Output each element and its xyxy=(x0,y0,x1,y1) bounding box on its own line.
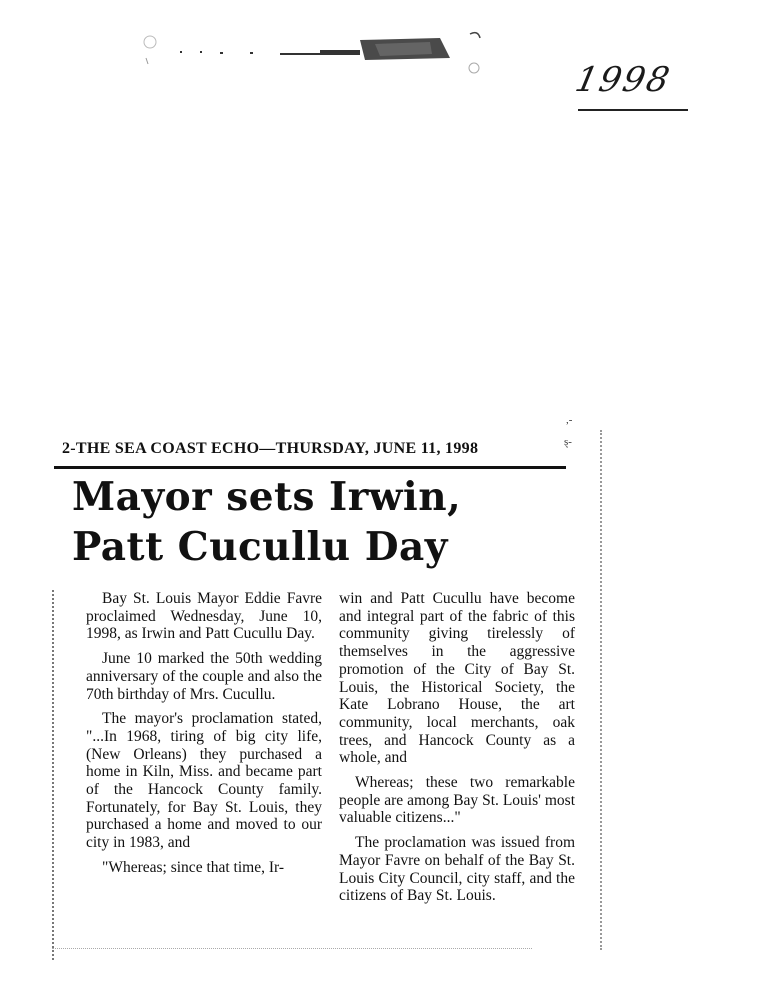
scan-smudge-mark xyxy=(140,28,500,78)
masthead-rule xyxy=(54,466,566,469)
clipping-bottom-edge xyxy=(52,948,532,951)
article-paragraph: win and Patt Cucullu have become and integral part of the fabric of this community giving tirelessly of themselves in the aggressive promotion of the City of Bay St. Louis, the Historical Society, the Kate Lobrano House, the art community, local merchants, oak trees, and Hancock County as a whole, and xyxy=(339,590,575,767)
article-paragraph: "Whereas; since that time, Ir- xyxy=(102,858,285,876)
article-paragraph: The proclamation was issued from Mayor Favre on behalf of the Bay St. Louis City Council, city staff, and the citizens of Bay St. Louis. xyxy=(339,834,575,905)
newspaper-masthead: 2-THE SEA COAST ECHO—THURSDAY, JUNE 11, 1998 xyxy=(62,440,479,457)
clipping-right-edge xyxy=(600,430,604,950)
scan-speck: ,- xyxy=(566,414,573,426)
scan-speck: ȿ- xyxy=(564,436,572,448)
headline-line-1: Mayor sets Irwin, xyxy=(72,474,462,520)
article-paragraph: June 10 marked the 50th wedding anniversary of the couple and also the 70th birthday of Mrs. Cucullu. xyxy=(86,650,322,703)
handwritten-year: 1998 xyxy=(571,60,675,100)
article-paragraph: Bay St. Louis Mayor Eddie Favre proclaimed Wednesday, June 10, 1998, as Irwin and Patt Cucullu Day. xyxy=(86,590,322,643)
headline xyxy=(72,472,592,572)
article-paragraph: The mayor's proclamation stated, "...In 1968, tiring of big city life, (New Orleans) they purchased a home in Kiln, Miss. and became part of the Hancock County family. Fortunately, for Bay St. Louis, they purchased a home and moved to our city in 1983, and xyxy=(86,710,322,852)
headline-line-2: Patt Cucullu Day xyxy=(72,524,448,570)
newspaper-clipping xyxy=(52,414,612,970)
clipping-left-edge xyxy=(52,590,58,960)
year-underline xyxy=(578,109,688,111)
article-column-right xyxy=(339,590,575,912)
article-column-left xyxy=(86,590,322,884)
article-paragraph: Whereas; these two remarkable people are among Bay St. Louis' most valuable citizens..." xyxy=(339,774,575,827)
